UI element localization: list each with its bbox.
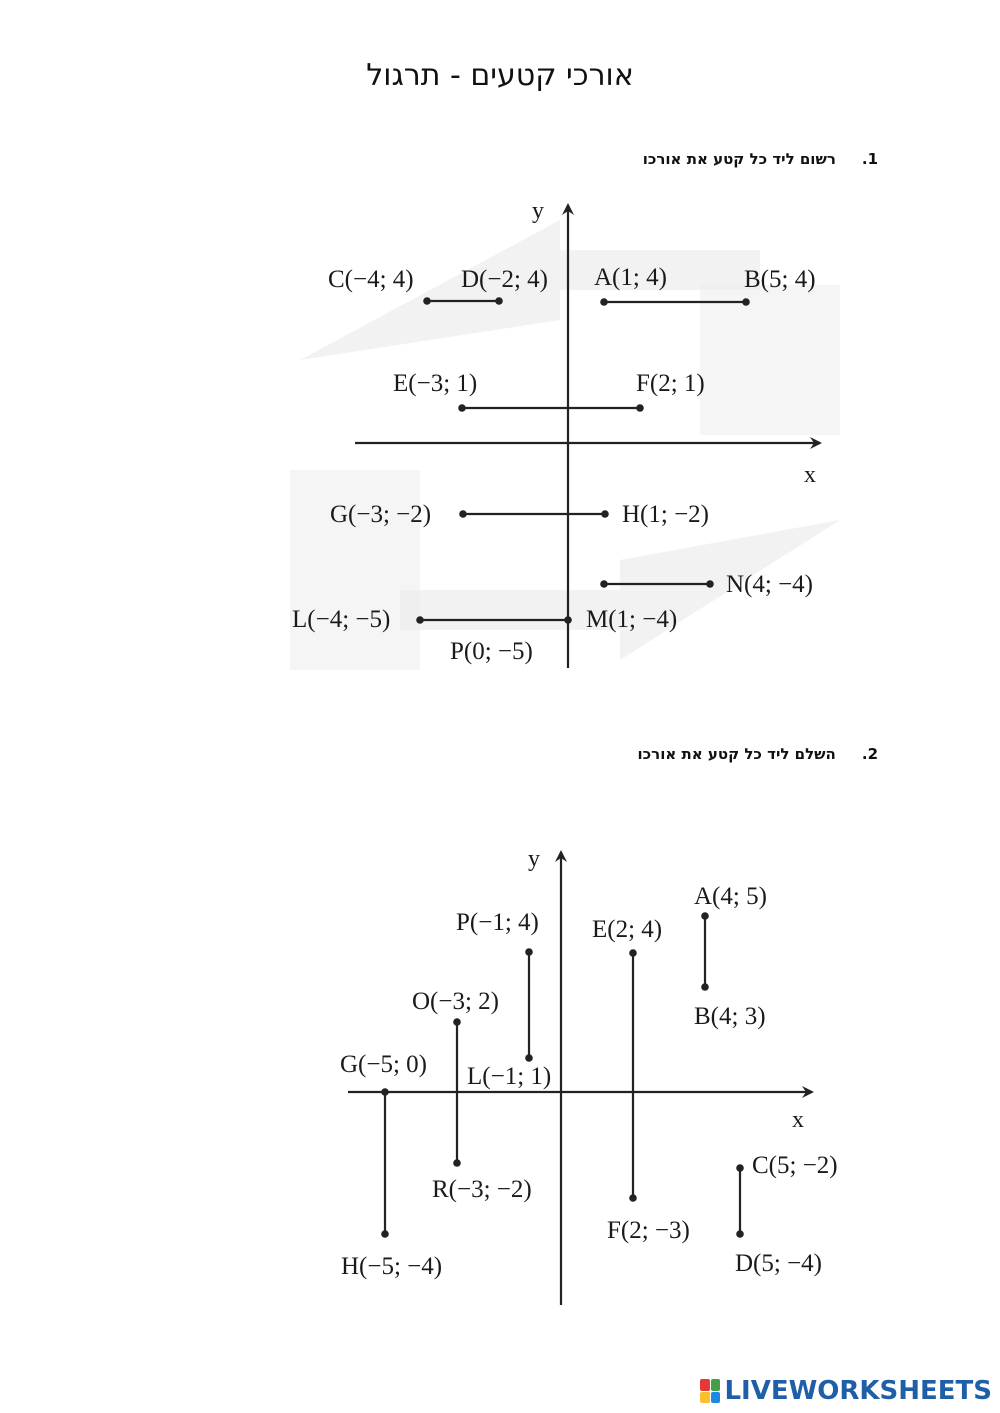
point-E: [629, 949, 637, 957]
point-P: [564, 616, 572, 624]
logo-square-2: [711, 1379, 721, 1391]
exercise-1-number: 1.: [861, 150, 878, 168]
point-R: [453, 1159, 461, 1167]
point-L: [525, 1054, 533, 1062]
point-C: [736, 1164, 744, 1172]
label-B: B(4; 3): [694, 1003, 766, 1030]
point-C: [423, 297, 431, 305]
label-P: P(0; −5): [450, 638, 533, 665]
label-C: C(−4; 4): [328, 266, 414, 293]
point-O: [453, 1018, 461, 1026]
point-L: [416, 616, 424, 624]
x-axis-label-1: x: [804, 462, 816, 488]
x-axis-label-2: x: [792, 1107, 804, 1133]
label-H: H(−5; −4): [341, 1253, 443, 1280]
point-D: [495, 297, 503, 305]
label-L: L(−4; −5): [292, 606, 391, 633]
label-D: D(−2; 4): [461, 266, 548, 293]
page-title: אורכי קטעים - תרגול: [366, 58, 634, 93]
point-G: [381, 1088, 389, 1096]
point-G: [459, 510, 467, 518]
label-E: E(−3; 1): [393, 370, 478, 397]
point-H: [601, 510, 609, 518]
label-E: E(2; 4): [592, 916, 663, 943]
logo-square-3: [700, 1392, 710, 1404]
point-F: [629, 1194, 637, 1202]
exercise-2-number: 2.: [861, 745, 878, 763]
exercise-2-text: השלם ליד כל קטע את אורכו: [637, 745, 836, 763]
point-P: [525, 948, 533, 956]
label-M: M(1; −4): [586, 606, 678, 633]
point-N: [706, 580, 714, 588]
y-axis-label-1: y: [532, 198, 544, 224]
label-G: G(−3; −2): [330, 501, 432, 528]
label-R: R(−3; −2): [432, 1176, 532, 1203]
point-B: [742, 298, 750, 306]
label-L: L(−1; 1): [467, 1063, 552, 1090]
point-A: [600, 298, 608, 306]
liveworksheets-brand: LIVEWORKSHEETS: [724, 1376, 992, 1406]
label-F: F(2; 1): [636, 370, 705, 397]
point-E: [458, 404, 466, 412]
point-B: [701, 983, 709, 991]
logo-square-1: [700, 1379, 710, 1391]
label-F: F(2; −3): [607, 1217, 690, 1244]
point-H: [381, 1230, 389, 1238]
y-axis-label-2: y: [528, 846, 540, 872]
point-M: [600, 580, 608, 588]
label-G: G(−5; 0): [340, 1051, 427, 1078]
label-O: O(−3; 2): [412, 988, 499, 1015]
diagram-1: [290, 198, 840, 670]
liveworksheets-footer: [700, 1376, 992, 1406]
label-N: N(4; −4): [726, 571, 813, 598]
point-F: [636, 404, 644, 412]
exercise-1-text: רשום ליד כל קטע את אורכו: [642, 150, 836, 168]
label-A: A(1; 4): [594, 264, 667, 291]
label-D: D(5; −4): [735, 1250, 822, 1277]
diagram-2: [340, 846, 838, 1305]
point-D: [736, 1230, 744, 1238]
label-H: H(1; −2): [622, 501, 709, 528]
label-C: C(5; −2): [752, 1152, 838, 1179]
logo-square-4: [711, 1392, 721, 1404]
label-P: P(−1; 4): [456, 909, 539, 936]
label-A: A(4; 5): [694, 883, 767, 910]
label-B: B(5; 4): [744, 266, 816, 293]
point-A: [701, 912, 709, 920]
liveworksheets-logo-icon: [700, 1379, 720, 1403]
